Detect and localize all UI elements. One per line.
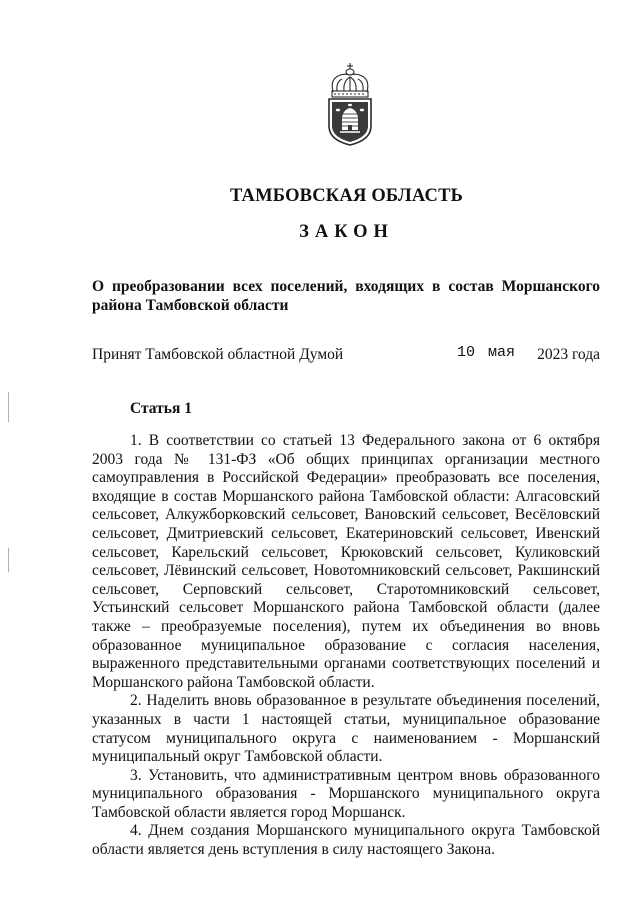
adopted-day: 10 (457, 344, 476, 361)
scan-margin-mark (8, 392, 9, 422)
coat-of-arms-icon (324, 60, 376, 148)
law-subject-title: О преобразовании всех поселений, входящих в состав Моршанского района Тамбовской области (92, 278, 600, 314)
adoption-line (92, 346, 600, 366)
adopted-year: 2023 года (537, 346, 600, 363)
article-heading: Статья 1 (130, 400, 192, 417)
article-paragraph-2: 2. Наделить вновь образованное в результате объединения поселений, указанных в части 1 настоящей статьи, муниципальное образование статусом муниципального округа с наименованием - Моршанский муниципальный округ Тамбовской области. (92, 692, 600, 766)
adopted-month: мая (488, 344, 516, 361)
adopted-by-text: Принят Тамбовской областной Думой (92, 346, 344, 363)
article-body (92, 432, 600, 860)
article-paragraph-3: 3. Установить, что административным центром вновь образованного муниципального образования - Моршанского муниципального округа Тамбовской области является город Моршанск. (92, 766, 600, 821)
article-paragraph-4: 4. Днем создания Моршанского муниципального округа Тамбовской области является день вступления в силу настоящего Закона. (92, 822, 600, 859)
scan-margin-mark (8, 548, 9, 572)
document-type-title: ЗАКОН (299, 222, 394, 242)
region-title: ТАМБОВСКАЯ ОБЛАСТЬ (229, 186, 464, 206)
article-paragraph-1: 1. В соответствии со статьей 13 Федерального закона от 6 октября 2003 года № 131-ФЗ «Об общих принципах организации местного самоуправления в Российской Федерации» преобразовать все поселения, входящие в состав Моршанского района Тамбовской области: Алгасовский сельсовет, Алкужборковский сельсовет, Вановский сельсовет, Весёловский сельсовет, Дмитриевский сельсовет, Екатериновский сельсовет, Ивенский сельсовет, Карельский сельсовет, Крюковский сельсовет, Куликовский сельсовет, Лёвинский сельсовет, Новотомниковский сельсовет, Ракшинский сельсовет, Серповский сельсовет, Старотомниковский сельсовет, Устьинский сельсовет Моршанского района Тамбовской области (далее также – преобразуемые поселения), путем их объединения во вновь образованное муниципальное образование с согласия населения, выраженного представительными органами соответствующих поселений и Моршанского района Тамбовской области. (92, 432, 600, 691)
